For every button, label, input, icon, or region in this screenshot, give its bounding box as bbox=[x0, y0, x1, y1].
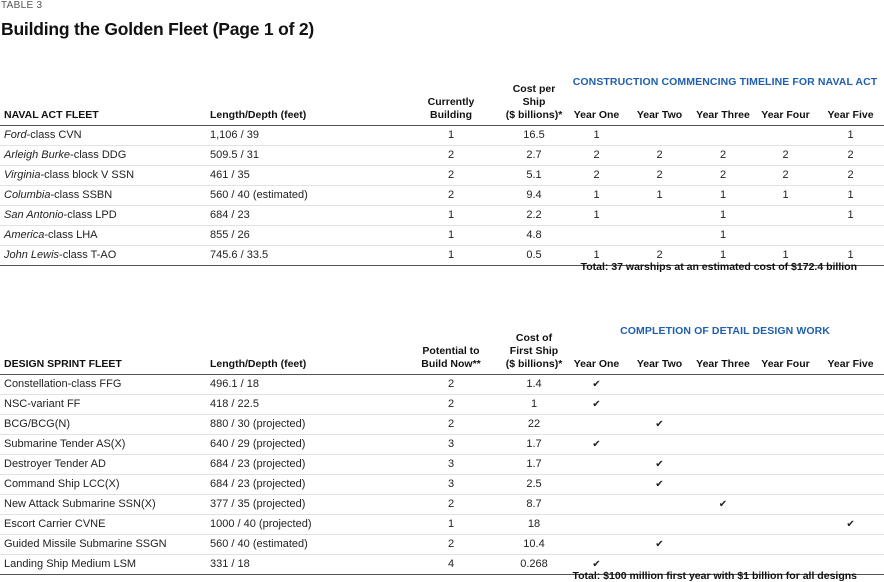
table-row bbox=[0, 226, 884, 246]
ship-class-name: San Antonio-class LPD bbox=[0, 206, 210, 226]
length-depth: 418 / 22.5 bbox=[210, 395, 400, 415]
col-header-year-three: Year Three bbox=[692, 345, 754, 375]
table-kicker: TABLE 3 bbox=[1, 0, 43, 11]
year-four-count: 2 bbox=[754, 166, 817, 186]
year-five-design-complete bbox=[817, 415, 884, 435]
year-four-design-complete bbox=[754, 375, 817, 395]
col-header-year-one: Year One bbox=[566, 345, 627, 375]
year-three-count: 1 bbox=[692, 186, 754, 206]
length-depth: 560 / 40 (estimated) bbox=[210, 186, 400, 206]
naval-act-rows bbox=[0, 126, 884, 266]
col-header-year-four: Year Four bbox=[754, 96, 817, 126]
year-one-design-complete bbox=[566, 495, 627, 515]
year-two-count bbox=[627, 126, 692, 146]
ship-class-name: Arleigh Burke-class DDG bbox=[0, 146, 210, 166]
ship-class-name: Virginia-class block V SSN bbox=[0, 166, 210, 186]
year-two-design-complete bbox=[627, 415, 692, 435]
ship-design-name: NSC-variant FF bbox=[0, 395, 210, 415]
table-row bbox=[0, 166, 884, 186]
ship-design-name: BCG/BCG(N) bbox=[0, 415, 210, 435]
col-header-year-one: Year One bbox=[566, 96, 627, 126]
col-header-year-two: Year Two bbox=[627, 96, 692, 126]
ship-class-italic-name: Virginia bbox=[4, 169, 41, 181]
year-three-count: 1 bbox=[719, 249, 727, 261]
first-ship-cost: 1 bbox=[502, 395, 566, 415]
year-four-design-complete bbox=[754, 535, 817, 555]
year-two-design-complete bbox=[627, 515, 692, 535]
col-header-year-five: Year Five bbox=[817, 96, 884, 126]
year-three-count: 1 bbox=[692, 226, 754, 246]
year-five-design-complete bbox=[817, 435, 884, 455]
year-three-count bbox=[692, 126, 754, 146]
year-one-design-complete bbox=[566, 435, 627, 455]
potential-to-build: 2 bbox=[400, 495, 502, 515]
construction-timeline-group-header: CONSTRUCTION COMMENCING TIMELINE FOR NAVAL ACT bbox=[572, 76, 878, 88]
col-header-potential-to-build: Potential to Build Now** bbox=[400, 345, 502, 375]
col-header-length: Length/Depth (feet) bbox=[210, 96, 400, 126]
detail-design-group-header: COMPLETION OF DETAIL DESIGN WORK bbox=[620, 325, 830, 337]
potential-to-build: 2 bbox=[400, 395, 502, 415]
year-three-design-complete bbox=[692, 515, 754, 535]
checkmark-icon: ✔ bbox=[655, 419, 664, 430]
year-two-design-complete bbox=[627, 535, 692, 555]
table-row bbox=[0, 535, 884, 555]
currently-building: 2 bbox=[400, 146, 502, 166]
length-depth: 331 / 18 bbox=[210, 558, 250, 570]
ship-class-name: John Lewis-class T-AO bbox=[4, 249, 117, 261]
col-header-currently-building: Currently Building bbox=[400, 96, 502, 126]
year-one-count bbox=[566, 226, 627, 246]
ship-class-name: Ford-class CVN bbox=[0, 126, 210, 146]
year-three-count: 2 bbox=[692, 146, 754, 166]
checkmark-icon: ✔ bbox=[846, 519, 855, 530]
design-sprint-rows bbox=[0, 375, 884, 575]
first-ship-cost-header-line1: Cost of bbox=[515, 332, 553, 344]
length-depth: 880 / 30 (projected) bbox=[210, 415, 400, 435]
year-four-design-complete bbox=[754, 515, 817, 535]
year-three-design-complete bbox=[692, 535, 754, 555]
year-four-count: 1 bbox=[754, 186, 817, 206]
year-four-design-complete bbox=[754, 435, 817, 455]
col-header-year-three: Year Three bbox=[692, 96, 754, 126]
first-ship-cost: 1.7 bbox=[502, 455, 566, 475]
year-five-count: 1 bbox=[817, 126, 884, 146]
year-five-count: 2 bbox=[817, 166, 884, 186]
cost-per-ship: 0.5 bbox=[526, 249, 542, 261]
year-five-design-complete bbox=[817, 375, 884, 395]
year-one-count: 2 bbox=[566, 146, 627, 166]
year-one-count: 1 bbox=[593, 249, 600, 261]
year-two-count: 2 bbox=[627, 166, 692, 186]
year-five-design-complete bbox=[817, 535, 884, 555]
year-four-count: 1 bbox=[782, 249, 789, 261]
table-row bbox=[0, 475, 884, 495]
first-ship-cost: 1.4 bbox=[502, 375, 566, 395]
year-four-design-complete bbox=[754, 455, 817, 475]
year-three-design-complete bbox=[692, 375, 754, 395]
year-two-count bbox=[627, 206, 692, 226]
length-depth: 684 / 23 bbox=[210, 206, 400, 226]
year-two-design-complete bbox=[627, 495, 692, 515]
ship-design-name: Landing Ship Medium LSM bbox=[4, 558, 137, 570]
cost-per-ship: 16.5 bbox=[502, 126, 566, 146]
ship-class-italic-name: John Lewis bbox=[4, 249, 60, 261]
length-depth: 1000 / 40 (projected) bbox=[210, 515, 400, 535]
ship-class-italic-name: Columbia bbox=[4, 189, 51, 201]
currently-building: 1 bbox=[400, 226, 502, 246]
checkmark-icon: ✔ bbox=[655, 479, 664, 490]
year-one-design-complete bbox=[566, 515, 627, 535]
first-ship-cost: 22 bbox=[502, 415, 566, 435]
length-depth: 745.6 / 33.5 bbox=[210, 249, 269, 261]
currently-building: 2 bbox=[400, 166, 502, 186]
table-row bbox=[0, 186, 884, 206]
cost-header-line1: Cost per bbox=[512, 83, 556, 95]
year-five-design-complete bbox=[817, 395, 884, 415]
year-one-design-complete bbox=[566, 475, 627, 495]
design-sprint-fleet-table bbox=[0, 325, 884, 575]
naval-act-total: Total: 37 warships at an estimated cost of $172.4 billion bbox=[580, 261, 857, 273]
ship-class-name: America-class LHA bbox=[0, 226, 210, 246]
table-row bbox=[0, 455, 884, 475]
potential-to-build: 4 bbox=[447, 558, 455, 570]
year-five-design-complete bbox=[817, 515, 884, 535]
table-row bbox=[0, 495, 884, 515]
length-depth: 496.1 / 18 bbox=[210, 375, 400, 395]
potential-to-build: 3 bbox=[400, 435, 502, 455]
length-depth: 640 / 29 (projected) bbox=[210, 435, 400, 455]
potential-to-build: 2 bbox=[400, 375, 502, 395]
ship-class-name: Columbia-class SSBN bbox=[0, 186, 210, 206]
length-depth: 855 / 26 bbox=[210, 226, 400, 246]
table-row bbox=[0, 146, 884, 166]
year-four-design-complete bbox=[754, 495, 817, 515]
year-three-design-complete bbox=[692, 475, 754, 495]
year-one-count: 2 bbox=[566, 166, 627, 186]
year-two-design-complete bbox=[627, 375, 692, 395]
table-row bbox=[0, 375, 884, 395]
first-ship-cost: 10.4 bbox=[502, 535, 566, 555]
year-two-design-complete bbox=[627, 395, 692, 415]
ship-design-name: Constellation-class FFG bbox=[0, 375, 210, 395]
length-depth: 461 / 35 bbox=[210, 166, 400, 186]
length-depth: 684 / 23 (projected) bbox=[210, 475, 400, 495]
year-three-design-complete bbox=[692, 495, 754, 515]
first-ship-cost: 18 bbox=[502, 515, 566, 535]
checkmark-icon: ✔ bbox=[655, 459, 664, 470]
ship-class-italic-name: America bbox=[4, 229, 45, 241]
length-depth: 1,106 / 39 bbox=[210, 126, 400, 146]
page-title: Building the Golden Fleet (Page 1 of 2) bbox=[1, 19, 315, 39]
ship-class-italic-name: Arleigh Burke bbox=[4, 149, 71, 161]
year-three-design-complete bbox=[692, 455, 754, 475]
design-sprint-total: Total: $100 million first year with $1 billion for all designs bbox=[572, 570, 857, 582]
table-row bbox=[0, 126, 884, 146]
ship-design-name: New Attack Submarine SSN(X) bbox=[0, 495, 210, 515]
year-four-design-complete bbox=[754, 395, 817, 415]
year-five-design-complete bbox=[817, 495, 884, 515]
col-header-first-ship-cost: First Ship ($ billions)* bbox=[502, 345, 566, 375]
year-four-count bbox=[754, 226, 817, 246]
year-three-design-complete bbox=[692, 415, 754, 435]
ship-design-name: Submarine Tender AS(X) bbox=[0, 435, 210, 455]
first-ship-cost: 8.7 bbox=[502, 495, 566, 515]
col-header-cost-per-ship: Ship ($ billions)* bbox=[502, 96, 566, 126]
year-one-design-complete bbox=[566, 455, 627, 475]
table-row bbox=[0, 515, 884, 535]
year-four-design-complete bbox=[754, 415, 817, 435]
year-one-design-complete bbox=[566, 375, 627, 395]
currently-building: 1 bbox=[447, 249, 455, 261]
col-header-year-two: Year Two bbox=[627, 345, 692, 375]
length-depth: 560 / 40 (estimated) bbox=[210, 535, 400, 555]
potential-to-build: 2 bbox=[400, 415, 502, 435]
year-five-design-complete bbox=[817, 455, 884, 475]
year-one-design-complete bbox=[566, 415, 627, 435]
table-row bbox=[0, 435, 884, 455]
cost-per-ship: 9.4 bbox=[502, 186, 566, 206]
potential-to-build: 2 bbox=[400, 535, 502, 555]
length-depth: 377 / 35 (projected) bbox=[210, 495, 400, 515]
table-row bbox=[0, 206, 884, 226]
ship-design-name: Escort Carrier CVNE bbox=[0, 515, 210, 535]
year-five-count: 1 bbox=[817, 206, 884, 226]
ship-class-italic-name: San Antonio bbox=[4, 209, 64, 221]
year-five-count: 1 bbox=[847, 249, 854, 261]
year-one-design-complete bbox=[566, 535, 627, 555]
col-header-fleet: NAVAL ACT FLEET bbox=[0, 96, 210, 126]
year-one-count: 1 bbox=[566, 186, 627, 206]
year-three-count: 2 bbox=[692, 166, 754, 186]
potential-to-build: 1 bbox=[400, 515, 502, 535]
first-ship-cost: 0.268 bbox=[520, 558, 548, 570]
year-five-count: 1 bbox=[817, 186, 884, 206]
year-one-design-complete bbox=[566, 395, 627, 415]
cost-per-ship: 5.1 bbox=[502, 166, 566, 186]
table-row bbox=[0, 415, 884, 435]
potential-to-build: 3 bbox=[400, 455, 502, 475]
year-three-design-complete bbox=[692, 395, 754, 415]
currently-building: 2 bbox=[400, 186, 502, 206]
table-row bbox=[0, 395, 884, 415]
checkmark-icon: ✔ bbox=[718, 499, 728, 510]
year-two-count: 2 bbox=[627, 146, 692, 166]
year-two-count: 2 bbox=[656, 249, 663, 261]
year-five-design-complete bbox=[817, 475, 884, 495]
cost-per-ship: 2.2 bbox=[502, 206, 566, 226]
col-header-fleet: DESIGN SPRINT FLEET bbox=[0, 345, 210, 375]
checkmark-icon: ✔ bbox=[592, 379, 601, 390]
year-three-count: 1 bbox=[692, 206, 754, 226]
checkmark-icon: ✔ bbox=[592, 439, 601, 450]
length-depth: 509.5 / 31 bbox=[210, 146, 400, 166]
ship-class-italic-name: Ford bbox=[4, 129, 27, 141]
ship-design-name: Guided Missile Submarine SSGN bbox=[0, 535, 210, 555]
year-four-design-complete bbox=[754, 475, 817, 495]
cost-per-ship: 4.8 bbox=[502, 226, 566, 246]
ship-design-name: Destroyer Tender AD bbox=[0, 455, 210, 475]
year-four-count: 2 bbox=[754, 146, 817, 166]
year-one-count: 1 bbox=[566, 126, 627, 146]
naval-act-fleet-table bbox=[0, 76, 884, 266]
ship-design-name: Command Ship LCC(X) bbox=[0, 475, 210, 495]
checkmark-icon: ✔ bbox=[655, 539, 664, 550]
first-ship-cost: 1.7 bbox=[502, 435, 566, 455]
year-two-design-complete bbox=[627, 455, 692, 475]
potential-to-build: 3 bbox=[400, 475, 502, 495]
year-one-count: 1 bbox=[566, 206, 627, 226]
col-header-year-four: Year Four bbox=[754, 345, 817, 375]
year-four-count bbox=[754, 126, 817, 146]
year-four-count bbox=[754, 206, 817, 226]
year-two-count bbox=[627, 226, 692, 246]
col-header-year-five: Year Five bbox=[817, 345, 884, 375]
checkmark-icon: ✔ bbox=[592, 399, 601, 410]
year-two-design-complete bbox=[627, 475, 692, 495]
year-five-count bbox=[817, 226, 884, 246]
year-five-count: 2 bbox=[817, 146, 884, 166]
col-header-length: Length/Depth (feet) bbox=[210, 345, 400, 375]
length-depth: 684 / 23 (projected) bbox=[210, 455, 400, 475]
year-two-count: 1 bbox=[627, 186, 692, 206]
checkmark-icon: ✔ bbox=[592, 559, 601, 570]
cost-per-ship: 2.7 bbox=[502, 146, 566, 166]
year-three-design-complete bbox=[692, 435, 754, 455]
year-two-design-complete bbox=[627, 435, 692, 455]
first-ship-cost: 2.5 bbox=[502, 475, 566, 495]
currently-building: 1 bbox=[400, 206, 502, 226]
currently-building: 1 bbox=[400, 126, 502, 146]
